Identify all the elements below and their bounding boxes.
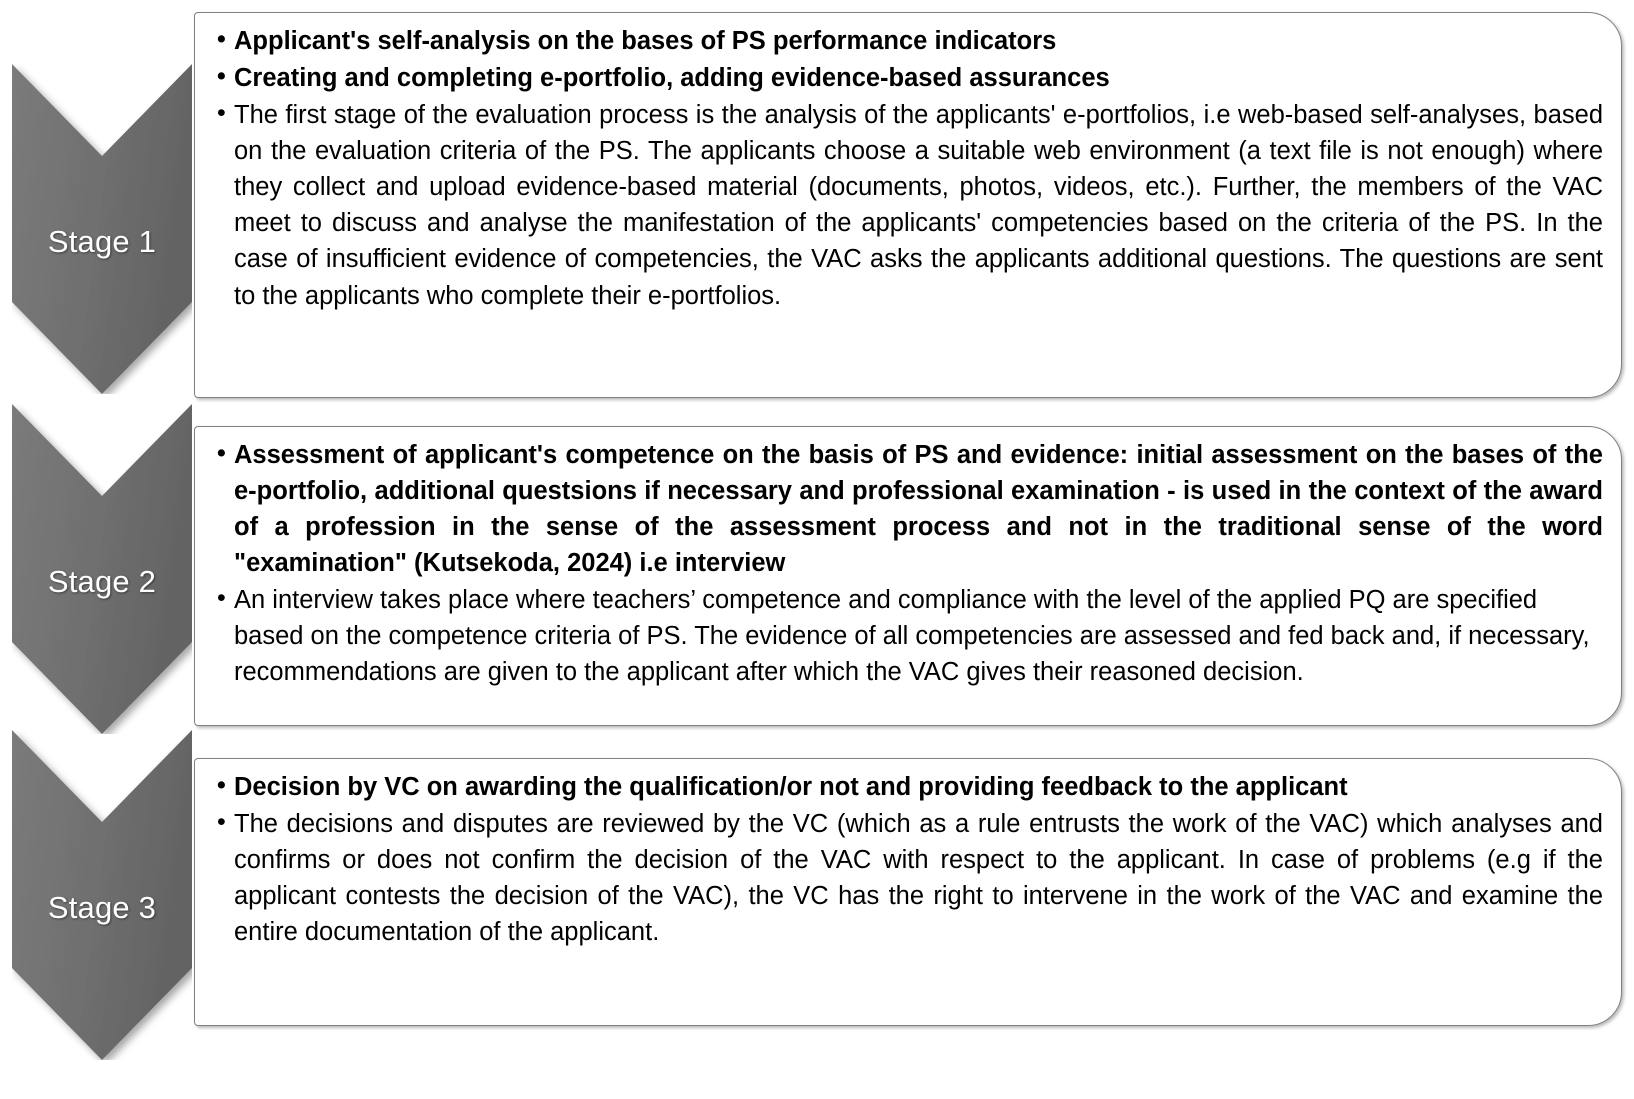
stage-bullet: • The decisions and disputes are reviewed by the VC (which as a rule entrusts the work of the VAC) which analyses and confirms or does not confirm the decision of the VAC with respect to the applicant. In case of problems (e.g if the applicant contests the decision of the VAC), the VC has the right to intervene in the work of the VAC and examine the entire documentation of the applicant. bbox=[217, 806, 1603, 950]
stage-label-1: Stage 1 bbox=[47, 224, 157, 259]
stage-bullet: • Assessment of applicant's competence on the basis of PS and evidence: initial assessment on the bases of the e-portfolio, additional questsions if necessary and professional examination - is used in the context of the award of a profession in the sense of the assessment process and not in the traditional sense of the word "examination" (Kutsekoda, 2024) i.e interview bbox=[217, 437, 1603, 581]
chevron-down-icon bbox=[12, 404, 192, 734]
stage-bullet: • Applicant's self-analysis on the bases of PS performance indicators bbox=[217, 23, 1603, 59]
chevron-down-icon bbox=[12, 730, 192, 1060]
stage-content-box-1 bbox=[194, 12, 1622, 398]
chevron-down-icon bbox=[12, 64, 192, 394]
stage-arrow-3[interactable] bbox=[12, 730, 192, 1060]
stage-bullet: • Decision by VC on awarding the qualification/or not and providing feedback to the applicant bbox=[217, 769, 1603, 805]
stage-content-box-2 bbox=[194, 426, 1622, 726]
stage-label-2: Stage 2 bbox=[47, 564, 157, 599]
stage-bullet-list-2 bbox=[217, 437, 1603, 691]
stage-label-3: Stage 3 bbox=[47, 890, 157, 925]
stage-bullet-list-3 bbox=[217, 769, 1603, 950]
stage-bullet: • Creating and completing e-portfolio, adding evidence-based assurances bbox=[217, 60, 1603, 96]
stage-bullet: • The first stage of the evaluation process is the analysis of the applicants' e-portfolios, i.e web-based self-analyses, based on the evaluation criteria of the PS. The applicants choose a suitable web environment (a text file is not enough) where they collect and upload evidence-based material (documents, photos, videos, etc.). Further, the members of the VAC meet to discuss and analyse the manifestation of the applicants' competencies based on the criteria of the PS. In the case of insufficient evidence of competencies, the VAC asks the applicants additional questions. The questions are sent to the applicants who complete their e-portfolios. bbox=[217, 97, 1603, 313]
stage-bullet: • An interview takes place where teachers’ competence and compliance with the level of the applied PQ are specified based on the competence criteria of PS. The evidence of all competencies are assessed and fed back and, if necessary, recommendations are given to the applicant after which the VAC gives their reasoned decision. bbox=[217, 582, 1603, 690]
stage-content-box-3 bbox=[194, 758, 1622, 1026]
stage-arrow-2[interactable] bbox=[12, 404, 192, 734]
stage-arrow-1[interactable] bbox=[12, 64, 192, 394]
stage-bullet-list-1 bbox=[217, 23, 1603, 314]
